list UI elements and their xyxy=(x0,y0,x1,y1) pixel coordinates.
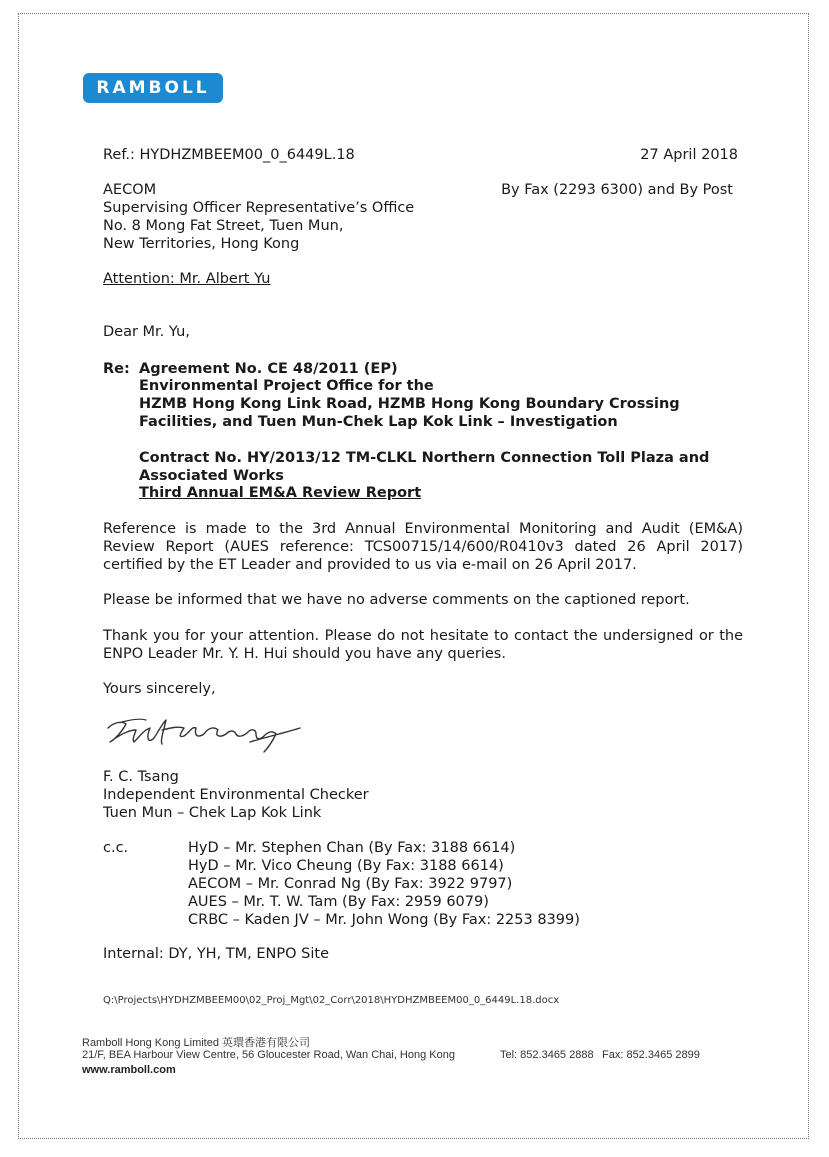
paragraph-thanks: Thank you for your attention. Please do not hesitate to contact the undersigned or the ENPO Leader Mr. Y. H. Hui should you have any queries. xyxy=(103,628,743,662)
internal-distribution: Internal: DY, YH, TM, ENPO Site xyxy=(103,946,330,962)
signer-name: F. C. Tsang xyxy=(103,769,179,785)
re-line: Agreement No. CE 48/2011 (EP) xyxy=(139,361,398,377)
footer-address: 21/F, BEA Harbour View Centre, 56 Gloucester Road, Wan Chai, Hong Kong xyxy=(82,1049,455,1061)
signer-title: Independent Environmental Checker xyxy=(103,787,369,803)
footer-url: www.ramboll.com xyxy=(82,1064,176,1076)
file-path: Q:\Projects\HYDHZMBEEM00\02_Proj_Mgt\02_Corr\2018\HYDHZMBEEM00_0_6449L.18.docx xyxy=(103,995,560,1006)
paragraph-reference: Reference is made to the 3rd Annual Environmental Monitoring and Audit (EM&A) Review Report (AUES reference: TCS00715/14/600/R0410v3 dated 26 April 2017) certified by the ET Leader and provided to us via e-mail on 26 April 2017. xyxy=(103,521,743,573)
footer-tel: Tel: 852.3465 2888 xyxy=(500,1049,594,1061)
re-line: Environmental Project Office for the xyxy=(139,378,434,394)
re-label: Re: xyxy=(103,361,130,377)
re-line: HZMB Hong Kong Link Road, HZMB Hong Kong Boundary Crossing xyxy=(139,396,680,412)
re-report-title: Third Annual EM&A Review Report xyxy=(139,485,422,501)
ramboll-logo: RAMBOLL xyxy=(83,73,223,103)
re-line: Associated Works xyxy=(139,468,284,484)
re-line: Facilities, and Tuen Mun-Chek Lap Kok Link – Investigation xyxy=(139,414,618,430)
address-line: No. 8 Mong Fat Street, Tuen Mun, xyxy=(103,218,344,234)
cc-label: c.c. xyxy=(103,840,129,856)
cc-recipient: AUES – Mr. T. W. Tam (By Fax: 2959 6079) xyxy=(188,894,489,910)
salutation: Dear Mr. Yu, xyxy=(103,324,190,340)
reference-number: Ref.: HYDHZMBEEM00_0_6449L.18 xyxy=(103,147,355,163)
address-line: Supervising Officer Representative’s Office xyxy=(103,200,415,216)
attention-line: Attention: Mr. Albert Yu xyxy=(103,271,271,287)
cc-recipient: HyD – Mr. Stephen Chan (By Fax: 3188 6614) xyxy=(188,840,516,856)
signer-project: Tuen Mun – Chek Lap Kok Link xyxy=(103,805,322,821)
delivery-method: By Fax (2293 6300) and By Post xyxy=(501,182,733,198)
re-line: Contract No. HY/2013/12 TM-CLKL Northern Connection Toll Plaza and xyxy=(139,450,710,466)
cc-recipient: HyD – Mr. Vico Cheung (By Fax: 3188 6614) xyxy=(188,858,504,874)
paragraph-comments: Please be informed that we have no adverse comments on the captioned report. xyxy=(103,592,690,608)
address-line: AECOM xyxy=(103,182,157,198)
address-line: New Territories, Hong Kong xyxy=(103,236,300,252)
cc-recipient: CRBC – Kaden JV – Mr. John Wong (By Fax: 2253 8399) xyxy=(188,912,580,928)
letter-date: 27 April 2018 xyxy=(640,147,738,163)
cc-recipient: AECOM – Mr. Conrad Ng (By Fax: 3922 9797) xyxy=(188,876,513,892)
footer-fax: Fax: 852.3465 2899 xyxy=(602,1049,700,1061)
signature-image xyxy=(100,708,305,758)
closing: Yours sincerely, xyxy=(103,681,216,697)
footer-company: Ramboll Hong Kong Limited 英環香港有限公司 xyxy=(82,1037,311,1049)
